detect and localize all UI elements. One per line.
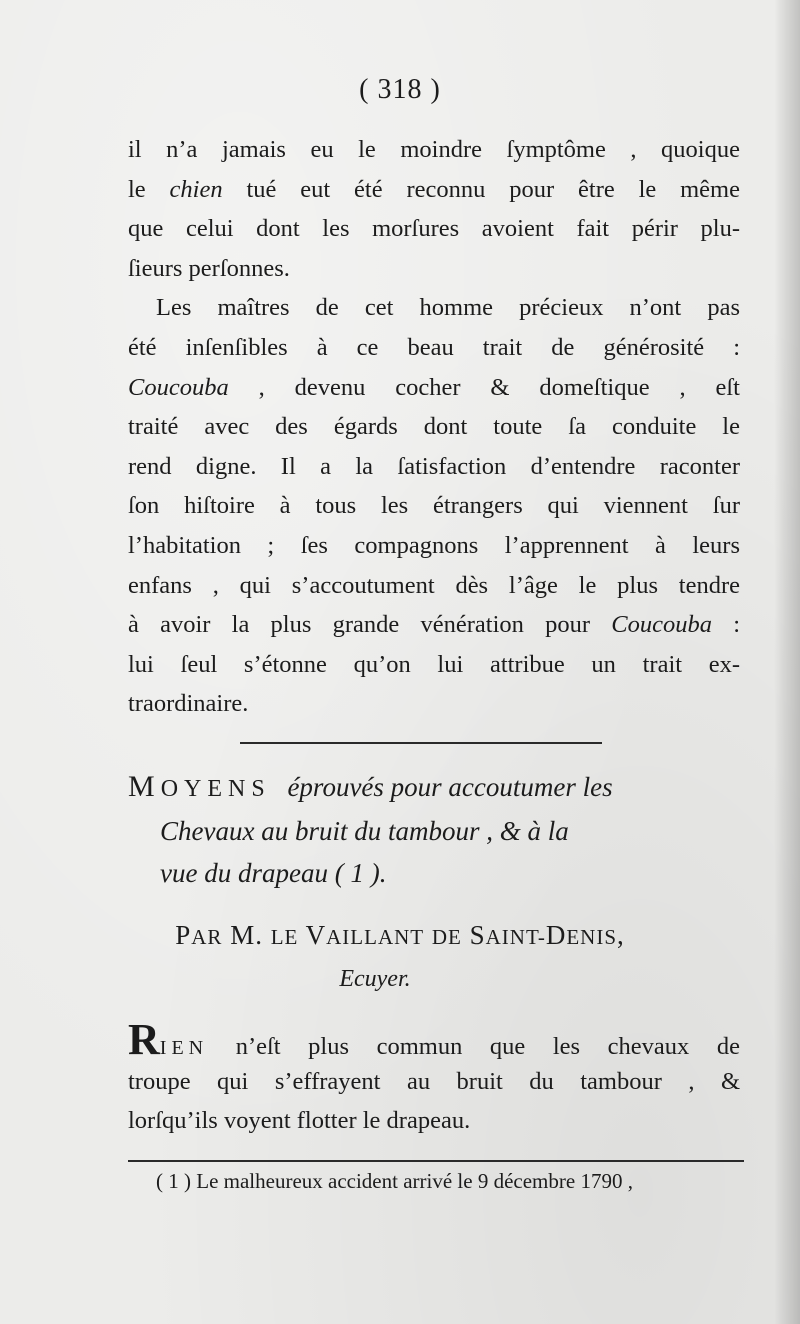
- text-line: Coucouba , devenu cocher & domeſtique , eſt: [128, 373, 740, 401]
- page-edge-shadow: [774, 0, 800, 1324]
- text-line: Les maîtres de cet homme précieux n’ont pas: [156, 294, 740, 322]
- text-line: traordinaire.: [128, 690, 249, 718]
- section-divider: [240, 742, 602, 744]
- heading-line: MOYENS éprouvés pour accoutumer les: [128, 770, 613, 803]
- author-byline: PAR M. LE VAILLANT DE SAINT-DENIS,: [175, 920, 625, 950]
- drop-capital: R: [128, 1015, 160, 1064]
- body-text: [128, 130, 740, 724]
- text-line: troupe qui s’effrayent au bruit du tambour , &: [128, 1067, 740, 1095]
- text-line: traité avec des égards dont toute ſa conduite le: [128, 413, 740, 441]
- text-line: que celui dont les morſures avoient fait périr plu-: [128, 215, 740, 243]
- text-line: l’habitation ; ſes compagnons l’apprennent à leurs: [128, 531, 740, 559]
- text-line: RIEN n’eſt plus commun que les chevaux de: [128, 1015, 740, 1064]
- footnote-divider: [128, 1160, 744, 1162]
- section-heading: [128, 766, 740, 894]
- text-line: à avoir la plus grande vénération pour Coucouba :: [128, 611, 740, 639]
- text-line: rend digne. Il a la ſatisfaction d’entendre raconter: [128, 452, 740, 480]
- heading-line: vue du drapeau ( 1 ).: [160, 858, 387, 888]
- text-line: il n’a jamais eu le moindre ſymptôme , quoique: [128, 136, 740, 163]
- text-line: lorſqu’ils voyent flotter le drapeau.: [128, 1107, 471, 1135]
- heading-smallcaps: MOYENS: [128, 770, 271, 803]
- text-line: ſon hiſtoire à tous les étrangers qui viennent ſur: [128, 492, 740, 520]
- text-line: lui ſeul s’étonne qu’on lui attribue un trait ex-: [128, 650, 740, 678]
- footnote: ( 1 ) Le malheureux accident arrivé le 9 décembre 1790 ,: [156, 1169, 633, 1193]
- body-text: [128, 1015, 740, 1141]
- page-number: ( 318 ): [359, 74, 441, 105]
- text-line: été inſenſibles à ce beau trait de générosité :: [128, 333, 740, 361]
- author-title: Ecuyer.: [339, 966, 411, 992]
- text-line: enfans , qui s’accoutument dès l’âge le plus tendre: [128, 571, 740, 599]
- heading-line: Chevaux au bruit du tambour , & à la: [160, 816, 569, 846]
- text-line: ſieurs perſonnes.: [128, 254, 290, 282]
- text-line: le chien tué eut été reconnu pour être le même: [128, 175, 740, 203]
